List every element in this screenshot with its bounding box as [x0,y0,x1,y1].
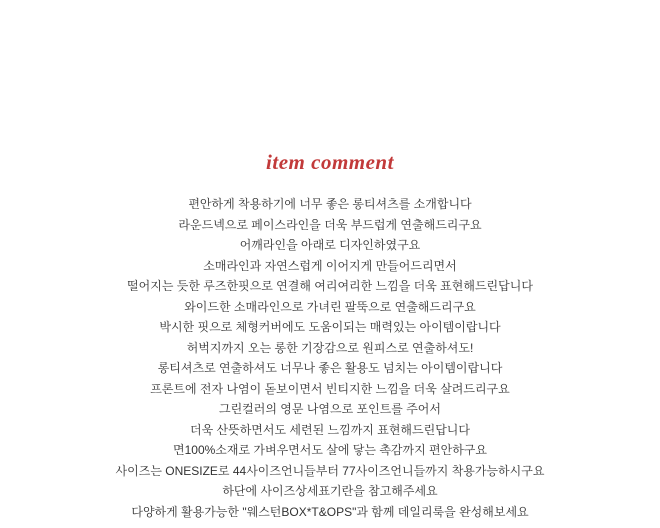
item-comment-body [0,194,660,522]
comment-line: 편안하게 착용하기에 너무 좋은 롱티셔츠를 소개합니다 [188,197,472,211]
comment-line: 프론트에 전자 나염이 돋보이면서 빈티지한 느낌을 더욱 살려드리구요 [150,381,510,396]
comment-line: 허벅지까지 오는 롱한 기장감으로 원피스로 연출하셔도! [186,340,474,355]
comment-line: 사이즈는 ONESIZE로 44사이즈언니들부터 77사이즈언니들까지 착용가능하시구요 [115,463,545,478]
comment-line: 어깨라인을 아래로 디자인하였구요 [239,238,421,252]
comment-line: 더욱 산뜻하면서도 세련된 느낌까지 표현해드린답니다 [190,422,470,437]
comment-line: 라운드넥으로 페이스라인을 더욱 부드럽게 연출해드리구요 [178,217,482,232]
comment-line: 그린컬러의 영문 나염으로 포인트를 주어서 [219,402,441,416]
comment-line: 롱티셔츠로 연출하셔도 너무나 좋은 활용도 넘치는 아이템이랍니다 [157,361,503,375]
comment-line: 와이드한 소매라인으로 가녀린 팔뚝으로 연출해드리구요 [184,299,476,314]
page-title: item comment [266,150,394,174]
comment-line: 다양하게 활용가능한 "웨스턴BOX*T&OPS"과 함께 데일리룩을 완성해보세요 [131,504,529,519]
comment-line: 면100%소재로 가벼우면서도 살에 닿는 촉감까지 편안하구요 [173,443,487,457]
comment-line: 하단에 사이즈상세표기란을 참고해주세요 [222,484,438,498]
comment-line: 박시한 핏으로 체형커버에도 도움이되는 매력있는 아이템이랍니다 [159,320,501,334]
comment-line: 떨어지는 듯한 루즈한핏으로 연결해 여리여리한 느낌을 더욱 표현해드린답니다 [127,279,533,293]
comment-line: 소매라인과 자연스럽게 이어지게 만들어드리면서 [203,258,457,273]
